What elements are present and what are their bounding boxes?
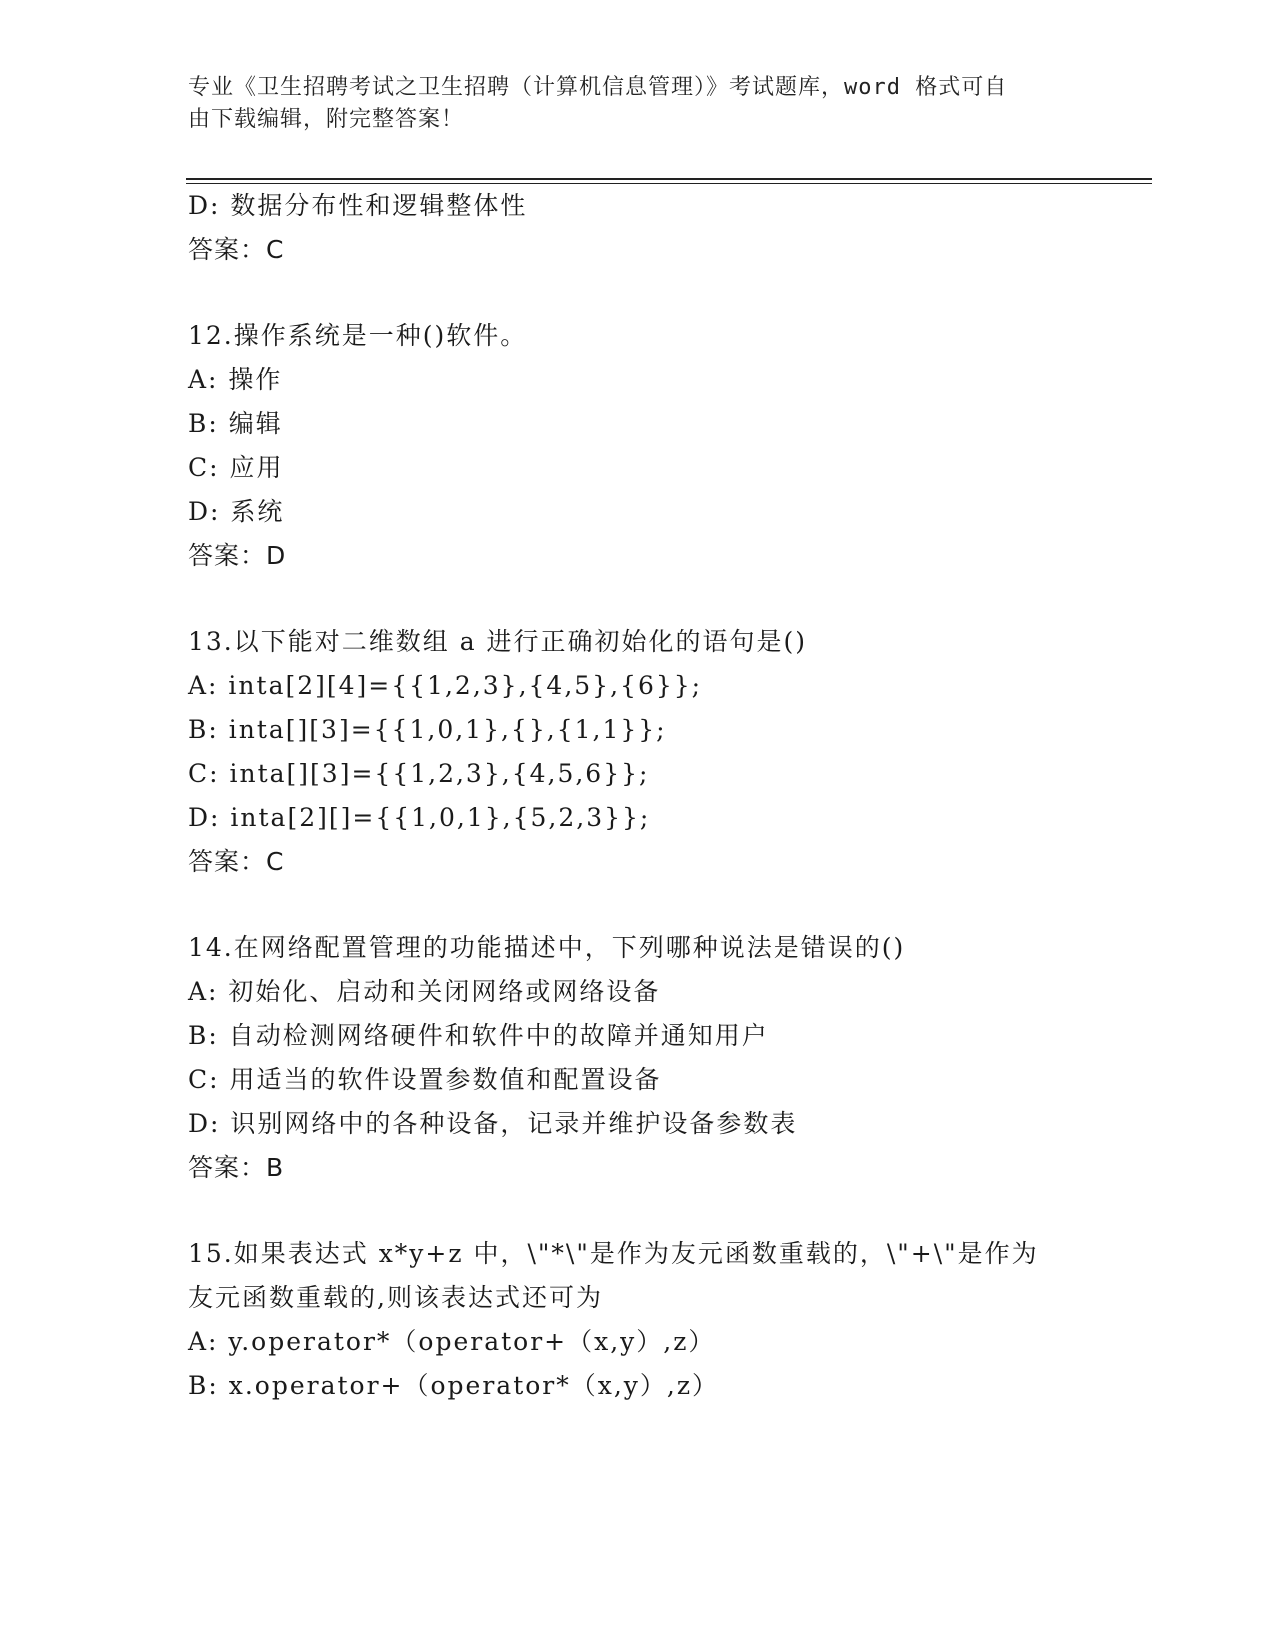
q15-stem-line-2: 友元函数重载的,则该表达式还可为 bbox=[188, 1283, 603, 1312]
q11-option-d: D: 数据分布性和逻辑整体性 bbox=[188, 191, 528, 220]
q14-option-c: C: 用适当的软件设置参数值和配置设备 bbox=[188, 1065, 662, 1094]
q12-option-b: B: 编辑 bbox=[188, 409, 283, 438]
q11-answer: 答案：C bbox=[188, 235, 285, 264]
q14-option-b: B: 自动检测网络硬件和软件中的故障并通知用户 bbox=[188, 1021, 769, 1050]
q14-stem: 14.在网络配置管理的功能描述中，下列哪种说法是错误的() bbox=[188, 933, 906, 962]
q14-option-d: D: 识别网络中的各种设备，记录并维护设备参数表 bbox=[188, 1109, 798, 1138]
q13-option-d: D: inta[2][]={{1,0,1},{5,2,3}}; bbox=[188, 803, 651, 832]
header-note-line-2: 由下载编辑，附完整答案！ bbox=[188, 107, 465, 132]
q12-option-a: A: 操作 bbox=[188, 365, 283, 394]
q13-answer: 答案：C bbox=[188, 847, 285, 876]
q12-option-c: C: 应用 bbox=[188, 453, 284, 482]
q13-stem: 13.以下能对二维数组 a 进行正确初始化的语句是() bbox=[188, 627, 808, 656]
q13-option-a: A: inta[2][4]={{1,2,3},{4,5},{6}}; bbox=[188, 671, 703, 700]
q13-option-b: B: inta[][3]={{1,0,1},{},{1,1}}; bbox=[188, 715, 667, 744]
q15-stem-line-1: 15.如果表达式 x*y+z 中，\"*\"是作为友元函数重载的，\"+\"是作为 bbox=[188, 1239, 1039, 1268]
q15-option-b: B: x.operator+（operator*（x,y）,z） bbox=[188, 1371, 720, 1400]
q14-option-a: A: 初始化、启动和关闭网络或网络设备 bbox=[188, 977, 661, 1006]
header-rule-thick bbox=[186, 178, 1152, 180]
q12-stem: 12.操作系统是一种()软件。 bbox=[188, 321, 528, 350]
q15-option-a: A: y.operator*（operator+（x,y）,z） bbox=[188, 1327, 716, 1356]
q12-option-d: D: 系统 bbox=[188, 497, 285, 526]
q14-answer: 答案：B bbox=[188, 1153, 285, 1182]
q13-option-c: C: inta[][3]={{1,2,3},{4,5,6}}; bbox=[188, 759, 650, 788]
q12-answer: 答案：D bbox=[188, 541, 287, 570]
header-rule-thin bbox=[186, 183, 1152, 184]
header-note-line-1: 专业《卫生招聘考试之卫生招聘（计算机信息管理）》考试题库，word 格式可自 bbox=[188, 75, 1008, 100]
header-note bbox=[188, 72, 1068, 136]
